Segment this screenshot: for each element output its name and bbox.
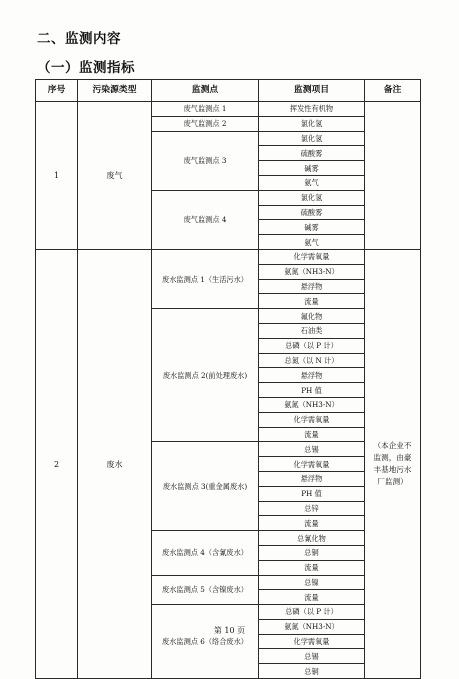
monitoring-item: 总铜 (259, 664, 365, 679)
monitoring-item: 氨气 (259, 175, 365, 190)
monitoring-item: 氯化氢 (259, 190, 365, 205)
table-row (36, 102, 421, 117)
monitoring-item: 总磷（以 P 计） (259, 605, 365, 620)
monitoring-item: 化学需氧量 (259, 457, 365, 472)
monitoring-item: 悬浮物 (259, 279, 365, 294)
monitoring-item: 流量 (259, 560, 365, 575)
monitoring-item: 流量 (259, 427, 365, 442)
row-no: 2 (36, 249, 78, 678)
monitoring-item: 氯化氢 (259, 131, 365, 146)
source-type: 废气 (78, 102, 152, 250)
monitoring-item: 石油类 (259, 323, 365, 338)
subsection-heading: （一）监测指标 (37, 60, 135, 76)
table-row (36, 249, 421, 264)
header-no: 序号 (36, 80, 78, 102)
row-no: 1 (36, 102, 78, 250)
remark-empty (365, 102, 421, 250)
header-monitoring-item: 监测项目 (259, 80, 365, 102)
monitoring-item: 悬浮物 (259, 368, 365, 383)
monitoring-item: 悬浮物 (259, 471, 365, 486)
header-monitoring-point: 监测点 (152, 80, 259, 102)
monitoring-point: 废气监测点 2 (152, 116, 259, 131)
monitoring-item: 流量 (259, 590, 365, 605)
page-number: 第 10 页 (213, 626, 246, 635)
monitoring-item: 氯化氢 (259, 116, 365, 131)
monitoring-item: 化学需氧量 (259, 412, 365, 427)
monitoring-item: 硫酸雾 (259, 146, 365, 161)
monitoring-item: 总锌 (259, 501, 365, 516)
monitoring-item: 总镍 (259, 575, 365, 590)
monitoring-item: 氨氮（NH3-N） (259, 264, 365, 279)
monitoring-item: 总氰化物 (259, 531, 365, 546)
monitoring-item: 硫酸雾 (259, 205, 365, 220)
monitoring-point: 废气监测点 3 (152, 131, 259, 190)
table-header-row (36, 80, 421, 102)
source-type: 废水 (78, 249, 152, 678)
monitoring-point: 废水监测点 5（含镍废水） (152, 575, 259, 605)
header-source-type: 污染源类型 (78, 80, 152, 102)
table-body (36, 102, 421, 679)
monitoring-item: 总锡 (259, 649, 365, 664)
monitoring-item: PH 值 (259, 383, 365, 398)
monitoring-item: 总氮（以 N 计） (259, 353, 365, 368)
monitoring-item: 挥发性有机物 (259, 102, 365, 117)
monitoring-table (35, 79, 421, 679)
monitoring-point: 废水监测点 4（含氰废水） (152, 531, 259, 575)
monitoring-point: 废水监测点 3(重金属废水) (152, 442, 259, 531)
monitoring-item: 碱雾 (259, 220, 365, 235)
monitoring-item: 流量 (259, 516, 365, 531)
monitoring-point: 废水监测点 1（生活污水） (152, 249, 259, 308)
monitoring-item: PH 值 (259, 486, 365, 501)
monitoring-item: 氨氮（NH3-N） (259, 619, 365, 634)
monitoring-item: 氟化物 (259, 309, 365, 324)
monitoring-item: 碱雾 (259, 161, 365, 176)
header-remark: 备注 (365, 80, 421, 102)
monitoring-item: 总磷（以 P 计） (259, 338, 365, 353)
monitoring-point: 废气监测点 1 (152, 102, 259, 117)
monitoring-item: 总锡 (259, 442, 365, 457)
remark: （本企业不监测，由豪丰基地污水厂监测） (365, 249, 421, 678)
monitoring-item: 氨气 (259, 235, 365, 250)
monitoring-item: 化学需氧量 (259, 249, 365, 264)
monitoring-point: 废水监测点 6（络合废水） (152, 605, 259, 679)
monitoring-item: 总铜 (259, 545, 365, 560)
monitoring-item: 化学需氧量 (259, 634, 365, 649)
monitoring-point: 废气监测点 4 (152, 190, 259, 249)
monitoring-point: 废水监测点 2(前处理废水) (152, 309, 259, 442)
section-heading: 二、监测内容 (37, 31, 121, 47)
monitoring-item: 流量 (259, 294, 365, 309)
monitoring-item: 氨氮（NH3-N） (259, 397, 365, 412)
